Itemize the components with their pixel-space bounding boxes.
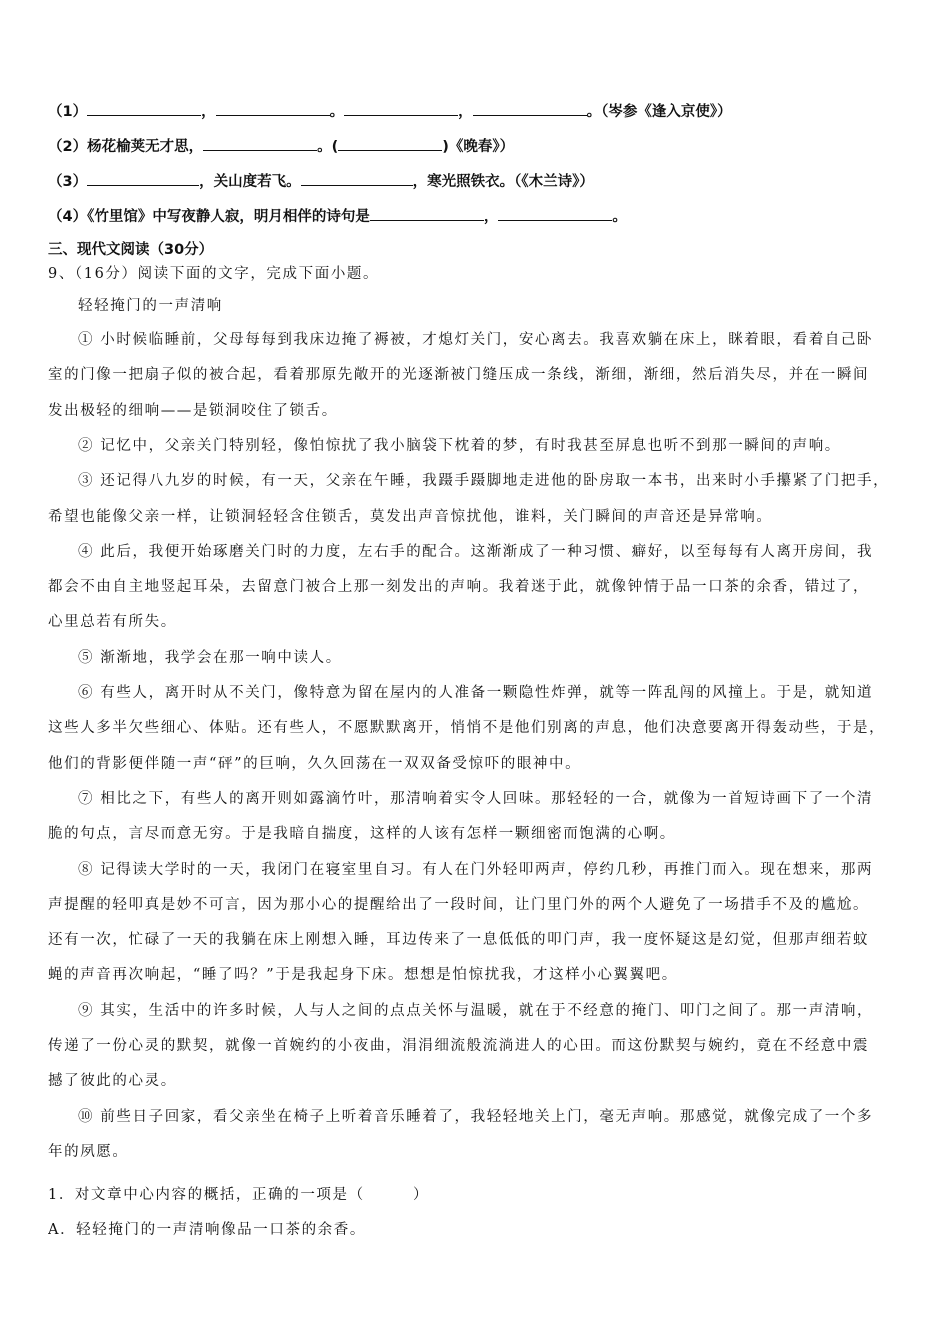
q8-item-1-comma1: ， — [201, 104, 216, 120]
article-line: 都会不由自主地竖起耳朵，去留意门被合上那一刻发出的声响。我着迷于此，就像钟情于品一口茶的余香，错过了， — [48, 579, 870, 595]
q8-item-3 — [48, 171, 914, 192]
article-line: 声提醒的轻叩真是妙不可言，因为那小心的提醒给出了一段时间，让门里门外的两个人避免了一场措手不及的尴尬。 — [48, 897, 870, 913]
q8-item-4 — [48, 206, 914, 227]
answer-blank[interactable] — [87, 101, 201, 116]
answer-blank[interactable] — [473, 101, 587, 116]
article-line: ② 记忆中，父亲关门特别轻，像怕惊扰了我小脑袋下枕着的梦，有时我甚至屏息也听不到那一瞬间的声响。 — [78, 438, 841, 454]
q9-intro: 9、（16分）阅读下面的文字，完成下面小题。 — [48, 266, 380, 282]
q8-item-3-mid: ，关山度若飞。 — [199, 174, 301, 190]
article-line: ③ 还记得八九岁的时候，有一天，父亲在午睡，我蹑手蹑脚地走进他的卧房取一本书，出来时小手攥紧了门把手， — [78, 473, 890, 489]
article-line: 他们的背影便伴随一声“砰”的巨响，久久回荡在一双双备受惊吓的眼神中。 — [48, 756, 582, 772]
answer-blank[interactable] — [338, 136, 442, 151]
article-line: 还有一次，忙碌了一天的我躺在床上刚想入睡，耳边传来了一息低低的叩门声，我一度怀疑这是幻觉，但那声细若蚊 — [48, 932, 870, 948]
q8-item-4-comma: ， — [483, 209, 499, 225]
article-line: ⑦ 相比之下，有些人的离开则如露滴竹叶，那清响着实令人回味。那轻轻的一合，就像为一首短诗画下了一个清 — [78, 791, 874, 807]
article-line: 脆的句点，言尽而意无穷。于是我暗自揣度，这样的人该有怎样一颗细密而饱满的心啊。 — [48, 826, 676, 842]
q8-item-3-tail: ，寒光照铁衣。（《木兰诗》） — [412, 174, 594, 190]
answer-blank[interactable] — [87, 171, 199, 186]
article-line: ⑤ 渐渐地，我学会在那一响中读人。 — [78, 650, 342, 666]
article-line: 心里总若有所失。 — [48, 614, 177, 630]
article-line: 传递了一份心灵的默契，就像一首婉约的小夜曲，涓涓细流般流淌进人的心田。而这份默契与婉约，竟在不经意中震 — [48, 1038, 870, 1054]
q8-item-3-head: （3） — [48, 174, 88, 190]
answer-blank[interactable] — [301, 171, 413, 186]
question-1: 1．对文章中心内容的概括，正确的一项是（ ） — [48, 1187, 430, 1203]
article-line: 发出极轻的细响——是锁洞咬住了锁舌。 — [48, 403, 338, 419]
q8-item-2-mid: 。( — [317, 139, 339, 155]
q8-item-4-tail: 。 — [612, 209, 627, 225]
article-line: 这些人多半欠些细心、体贴。还有些人，不愿默默离开，悄悄不是他们别离的声息，他们决意要离开得轰动些，于是， — [48, 720, 886, 736]
q8-item-4-head: （4）《竹里馆》中写夜静人寂，明月相伴的诗句是 — [48, 209, 370, 225]
option-a: A．轻轻掩门的一声清响像品一口茶的余香。 — [48, 1222, 366, 1238]
article-line: ⑨ 其实，生活中的许多时候，人与人之间的点点关怀与温暖，就在于不经意的掩门、叩门之间了。那一声清响， — [78, 1003, 874, 1019]
section-title: 三、现代文阅读（30分） — [48, 242, 214, 258]
q8-item-2-head: （2）杨花榆荚无才思， — [48, 139, 204, 155]
article-line: 年的夙愿。 — [48, 1144, 129, 1160]
answer-blank[interactable] — [498, 206, 612, 221]
article-line: 室的门像一把扇子似的被合起，看着那原先敞开的光逐渐被门缝压成一条线，渐细，渐细，然后消失尽，并在一瞬间 — [48, 367, 870, 383]
q8-item-1-comma2: ， — [458, 104, 473, 120]
article-line: 蝇的声音再次响起，“睡了吗？”于是我起身下床。想想是怕惊扰我，才这样小心翼翼吧。 — [48, 967, 678, 983]
answer-blank[interactable] — [203, 136, 317, 151]
q8-item-2 — [48, 136, 914, 157]
q8-item-2-tail: )《晚春》） — [442, 139, 515, 155]
article-line: ① 小时候临睡前，父母每每到我床边掩了褥被，才熄灯关门，安心离去。我喜欢躺在床上，眯着眼，看着自己卧 — [78, 332, 874, 348]
article-line: ⑥ 有些人，离开时从不关门，像特意为留在屋内的人准备一颗隐性炸弹，就等一阵乱闯的风撞上。于是，就知道 — [78, 685, 874, 701]
article-line: ⑩ 前些日子回家，看父亲坐在椅子上听着音乐睡着了，我轻轻地关上门，毫无声响。那感觉，就像完成了一个多 — [78, 1109, 874, 1125]
q8-item-1-period: 。 — [329, 104, 345, 120]
article-line: 希望也能像父亲一样，让锁洞轻轻含住锁舌，莫发出声音惊扰他，谁料，关门瞬间的声音还是异常响。 — [48, 509, 773, 525]
article-title: 轻轻掩门的一声清响 — [78, 298, 223, 314]
answer-blank[interactable] — [344, 101, 458, 116]
article-line: ⑧ 记得读大学时的一天，我闭门在寝室里自习。有人在门外轻叩两声，停约几秒，再推门而入。现在想来，那两 — [78, 862, 874, 878]
q8-item-1-tail: 。（岑参《逢入京使》） — [586, 104, 732, 120]
q8-item-1-num: （1） — [48, 104, 88, 120]
answer-blank[interactable] — [216, 101, 330, 116]
article-line: ④ 此后，我便开始琢磨关门时的力度，左右手的配合。这渐渐成了一种习惯、癖好，以至每每有人离开房间，我 — [78, 544, 874, 560]
answer-blank[interactable] — [370, 206, 484, 221]
q8-item-1 — [48, 101, 914, 122]
article-line: 撼了彼此的心灵。 — [48, 1073, 177, 1089]
